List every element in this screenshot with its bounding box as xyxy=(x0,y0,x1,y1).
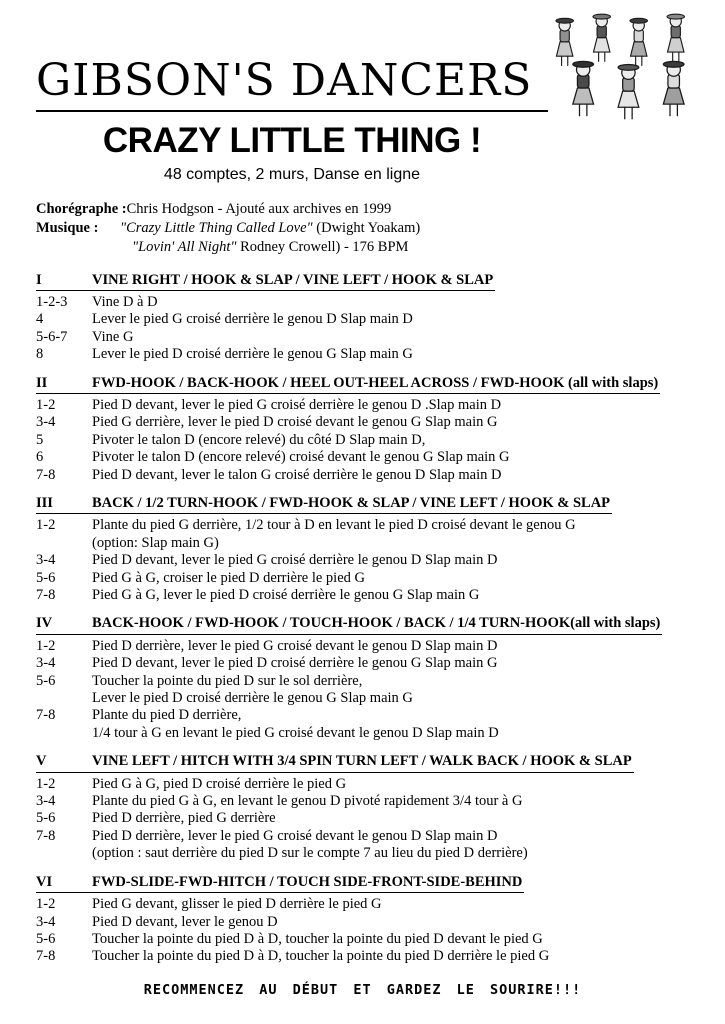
step-row xyxy=(36,397,689,414)
dance-section xyxy=(36,753,689,862)
step-row xyxy=(36,793,689,810)
step-lines xyxy=(92,707,689,742)
step-count: 1-2 xyxy=(36,775,56,792)
sections-list xyxy=(36,272,689,966)
section-numeral: I xyxy=(36,271,42,288)
step-line: Lever le pied G croisé derrière le genou D Slap main D xyxy=(92,311,413,328)
step-lines xyxy=(92,948,689,965)
step-lines xyxy=(92,655,689,672)
section-numeral: VI xyxy=(36,873,53,890)
step-lines xyxy=(92,517,689,552)
step-count: 5-6 xyxy=(36,672,56,689)
step-lines xyxy=(92,896,689,913)
step-row xyxy=(36,931,689,948)
section-title: BACK / 1/2 TURN-HOOK / FWD-HOOK & SLAP / VINE LEFT / HOOK & SLAP xyxy=(92,494,611,511)
step-lines xyxy=(92,294,689,311)
step-row xyxy=(36,414,689,431)
step-lines xyxy=(92,828,689,863)
step-lines xyxy=(92,793,689,810)
footer-message: RECOMMENCEZ AU DÉBUT ET GARDEZ LE SOURIRE!!! xyxy=(143,981,582,998)
step-lines xyxy=(92,776,689,793)
step-line: Plante du pied G derrière, 1/2 tour à D en levant le pied D croisé devant le genou G xyxy=(92,517,576,534)
section-numeral: II xyxy=(36,374,48,391)
step-line: 1/4 tour à G en levant le pied G croisé devant le genou D Slap main D xyxy=(92,724,499,741)
section-numeral: III xyxy=(36,494,53,511)
step-lines xyxy=(92,552,689,569)
step-line: Plante du pied D derrière, xyxy=(92,707,242,724)
step-line: Vine D à D xyxy=(92,293,158,310)
step-lines xyxy=(92,638,689,655)
music-label: Musique : xyxy=(36,219,99,236)
step-count: 3-4 xyxy=(36,414,56,431)
step-count: 5-6 xyxy=(36,569,56,586)
step-line: (option: Slap main G) xyxy=(92,534,219,551)
step-line: Plante du pied G à G, en levant le genou D pivoté rapidement 3/4 tour à G xyxy=(92,793,523,810)
step-row xyxy=(36,914,689,931)
step-count: 5-6 xyxy=(36,810,56,827)
section-header xyxy=(36,615,662,634)
step-count: 5 xyxy=(36,431,44,448)
step-lines xyxy=(92,311,689,328)
section-header xyxy=(36,272,495,291)
step-row xyxy=(36,673,689,708)
step-row xyxy=(36,329,689,346)
info-block xyxy=(36,200,689,257)
step-row xyxy=(36,896,689,913)
song-title-1: "Crazy Little Thing Called Love" xyxy=(120,219,313,236)
step-count: 8 xyxy=(36,346,44,363)
title-block xyxy=(36,122,548,184)
song-artist-2: Rodney Crowell) - 176 BPM xyxy=(236,238,409,255)
step-line: Toucher la pointe du pied D à D, toucher la pointe du pied D devant le pied G xyxy=(92,930,543,947)
step-lines xyxy=(92,914,689,931)
section-title: FWD-SLIDE-FWD-HITCH / TOUCH SIDE-FRONT-SIDE-BEHIND xyxy=(92,873,523,890)
section-title: VINE LEFT / HITCH WITH 3/4 SPIN TURN LEFT / WALK BACK / HOOK & SLAP xyxy=(92,753,632,770)
step-lines xyxy=(92,346,689,363)
step-count: 7-8 xyxy=(36,587,56,603)
step-count: 5-6-7 xyxy=(36,328,68,345)
section-title: FWD-HOOK / BACK-HOOK / HEEL OUT-HEEL ACROSS / FWD-HOOK (all with slaps) xyxy=(92,374,659,391)
step-count: 3-4 xyxy=(36,655,56,672)
step-row xyxy=(36,311,689,328)
step-line: Pied D devant, lever le talon G croisé derrière le genou D Slap main D xyxy=(92,466,502,483)
step-count: 7-8 xyxy=(36,466,56,483)
step-lines xyxy=(92,397,689,414)
section-header xyxy=(36,874,524,893)
step-count: 7-8 xyxy=(36,948,56,965)
step-row xyxy=(36,828,689,863)
step-line: Pivoter le talon D (encore relevé) du côté D Slap main D, xyxy=(92,431,426,448)
step-count: 6 xyxy=(36,449,44,466)
choreographer-label: Chorégraphe : xyxy=(36,200,127,217)
step-row xyxy=(36,810,689,827)
step-lines xyxy=(92,673,689,708)
step-line: Lever le pied D croisé derrière le genou G Slap main G xyxy=(92,346,413,363)
step-row xyxy=(36,655,689,672)
step-count: 1-2 xyxy=(36,396,56,413)
dance-title: CRAZY LITTLE THING ! xyxy=(102,121,482,160)
choreographer-text: Chris Hodgson - Ajouté aux archives en 1999 xyxy=(126,200,392,217)
song-title-2: "Lovin' All Night" xyxy=(132,238,237,255)
choreographer-line xyxy=(36,200,689,219)
step-lines xyxy=(92,449,689,466)
step-line: Pied D devant, lever le pied D croisé derrière le genou G Slap main G xyxy=(92,655,498,672)
step-line: Toucher la pointe du pied D à D, toucher la pointe du pied D derrière le pied G xyxy=(92,948,550,965)
step-line: (option : saut derrière du pied D sur le compte 7 au lieu du pied D derrière) xyxy=(92,845,528,862)
music-line-1 xyxy=(36,219,689,238)
dance-section xyxy=(36,615,689,742)
step-line: Pied G à G, lever le pied D croisé derrière le genou G Slap main G xyxy=(92,587,480,603)
step-line: Pied D derrière, pied G derrière xyxy=(92,810,276,827)
dancers-illustration xyxy=(548,12,713,120)
step-line: Toucher la pointe du pied D sur le sol derrière, xyxy=(92,672,363,689)
section-header xyxy=(36,375,660,394)
step-row xyxy=(36,707,689,742)
dance-section xyxy=(36,874,689,966)
step-line: Pied D devant, lever le genou D xyxy=(92,913,278,930)
step-line: Pied G derrière, lever le pied D croisé devant le genou G Slap main G xyxy=(92,414,498,431)
step-line: Pied D derrière, lever le pied G croisé devant le genou D Slap main D xyxy=(92,637,498,654)
section-header xyxy=(36,495,612,514)
dance-subtitle: 48 comptes, 2 murs, Danse en ligne xyxy=(163,165,421,183)
step-row xyxy=(36,467,689,484)
step-row xyxy=(36,948,689,965)
step-line: Pied G à G, pied D croisé derrière le pied G xyxy=(92,775,347,792)
step-line: Pied D devant, lever le pied G croisé derrière le genou D .Slap main D xyxy=(92,396,502,413)
step-count: 3-4 xyxy=(36,793,56,810)
step-line: Pied G devant, glisser le pied D derrière le pied G xyxy=(92,896,382,913)
step-row xyxy=(36,449,689,466)
section-title: BACK-HOOK / FWD-HOOK / TOUCH-HOOK / BACK / 1/4 TURN-HOOK(all with slaps) xyxy=(92,615,661,632)
step-lines xyxy=(92,432,689,449)
step-lines xyxy=(92,329,689,346)
step-row xyxy=(36,638,689,655)
music-line-2 xyxy=(36,238,689,257)
step-count: 5-6 xyxy=(36,930,56,947)
step-line: Pied G à G, croiser le pied D derrière le pied G xyxy=(92,569,365,586)
section-title: VINE RIGHT / HOOK & SLAP / VINE LEFT / HOOK & SLAP xyxy=(92,271,494,288)
section-header xyxy=(36,753,634,772)
section-numeral: IV xyxy=(36,615,53,632)
song-artist-1: (Dwight Yoakam) xyxy=(312,219,421,236)
dance-section xyxy=(36,495,689,604)
step-count: 7-8 xyxy=(36,827,56,844)
step-lines xyxy=(92,467,689,484)
step-count: 4 xyxy=(36,311,44,328)
step-line: Pied D derrière, lever le pied G croisé devant le genou D Slap main D xyxy=(92,827,498,844)
step-row xyxy=(36,570,689,587)
step-row xyxy=(36,294,689,311)
dance-section xyxy=(36,375,689,484)
step-row xyxy=(36,517,689,552)
step-lines xyxy=(92,570,689,587)
step-count: 7-8 xyxy=(36,707,56,724)
header xyxy=(36,12,689,114)
dance-section xyxy=(36,272,689,364)
section-numeral: V xyxy=(36,753,47,770)
step-row xyxy=(36,587,689,604)
step-row xyxy=(36,552,689,569)
step-count: 1-2 xyxy=(36,896,56,913)
step-lines xyxy=(92,810,689,827)
step-count: 1-2-3 xyxy=(36,293,68,310)
step-line: Vine G xyxy=(92,328,134,345)
step-row xyxy=(36,432,689,449)
step-row xyxy=(36,776,689,793)
step-line: Lever le pied D croisé derrière le genou G Slap main G xyxy=(92,690,413,707)
step-line: Pied D devant, lever le pied G croisé derrière le genou D Slap main D xyxy=(92,552,498,569)
step-count: 3-4 xyxy=(36,552,56,569)
step-lines xyxy=(92,931,689,948)
step-count: 1-2 xyxy=(36,517,56,534)
step-count: 3-4 xyxy=(36,913,56,930)
step-row xyxy=(36,346,689,363)
step-line: Pivoter le talon D (encore relevé) croisé devant le genou G Slap main G xyxy=(92,449,510,466)
step-count: 1-2 xyxy=(36,637,56,654)
brand-title: GIBSON'S DANCERS xyxy=(36,12,548,112)
step-lines xyxy=(92,414,689,431)
step-lines xyxy=(92,587,689,604)
